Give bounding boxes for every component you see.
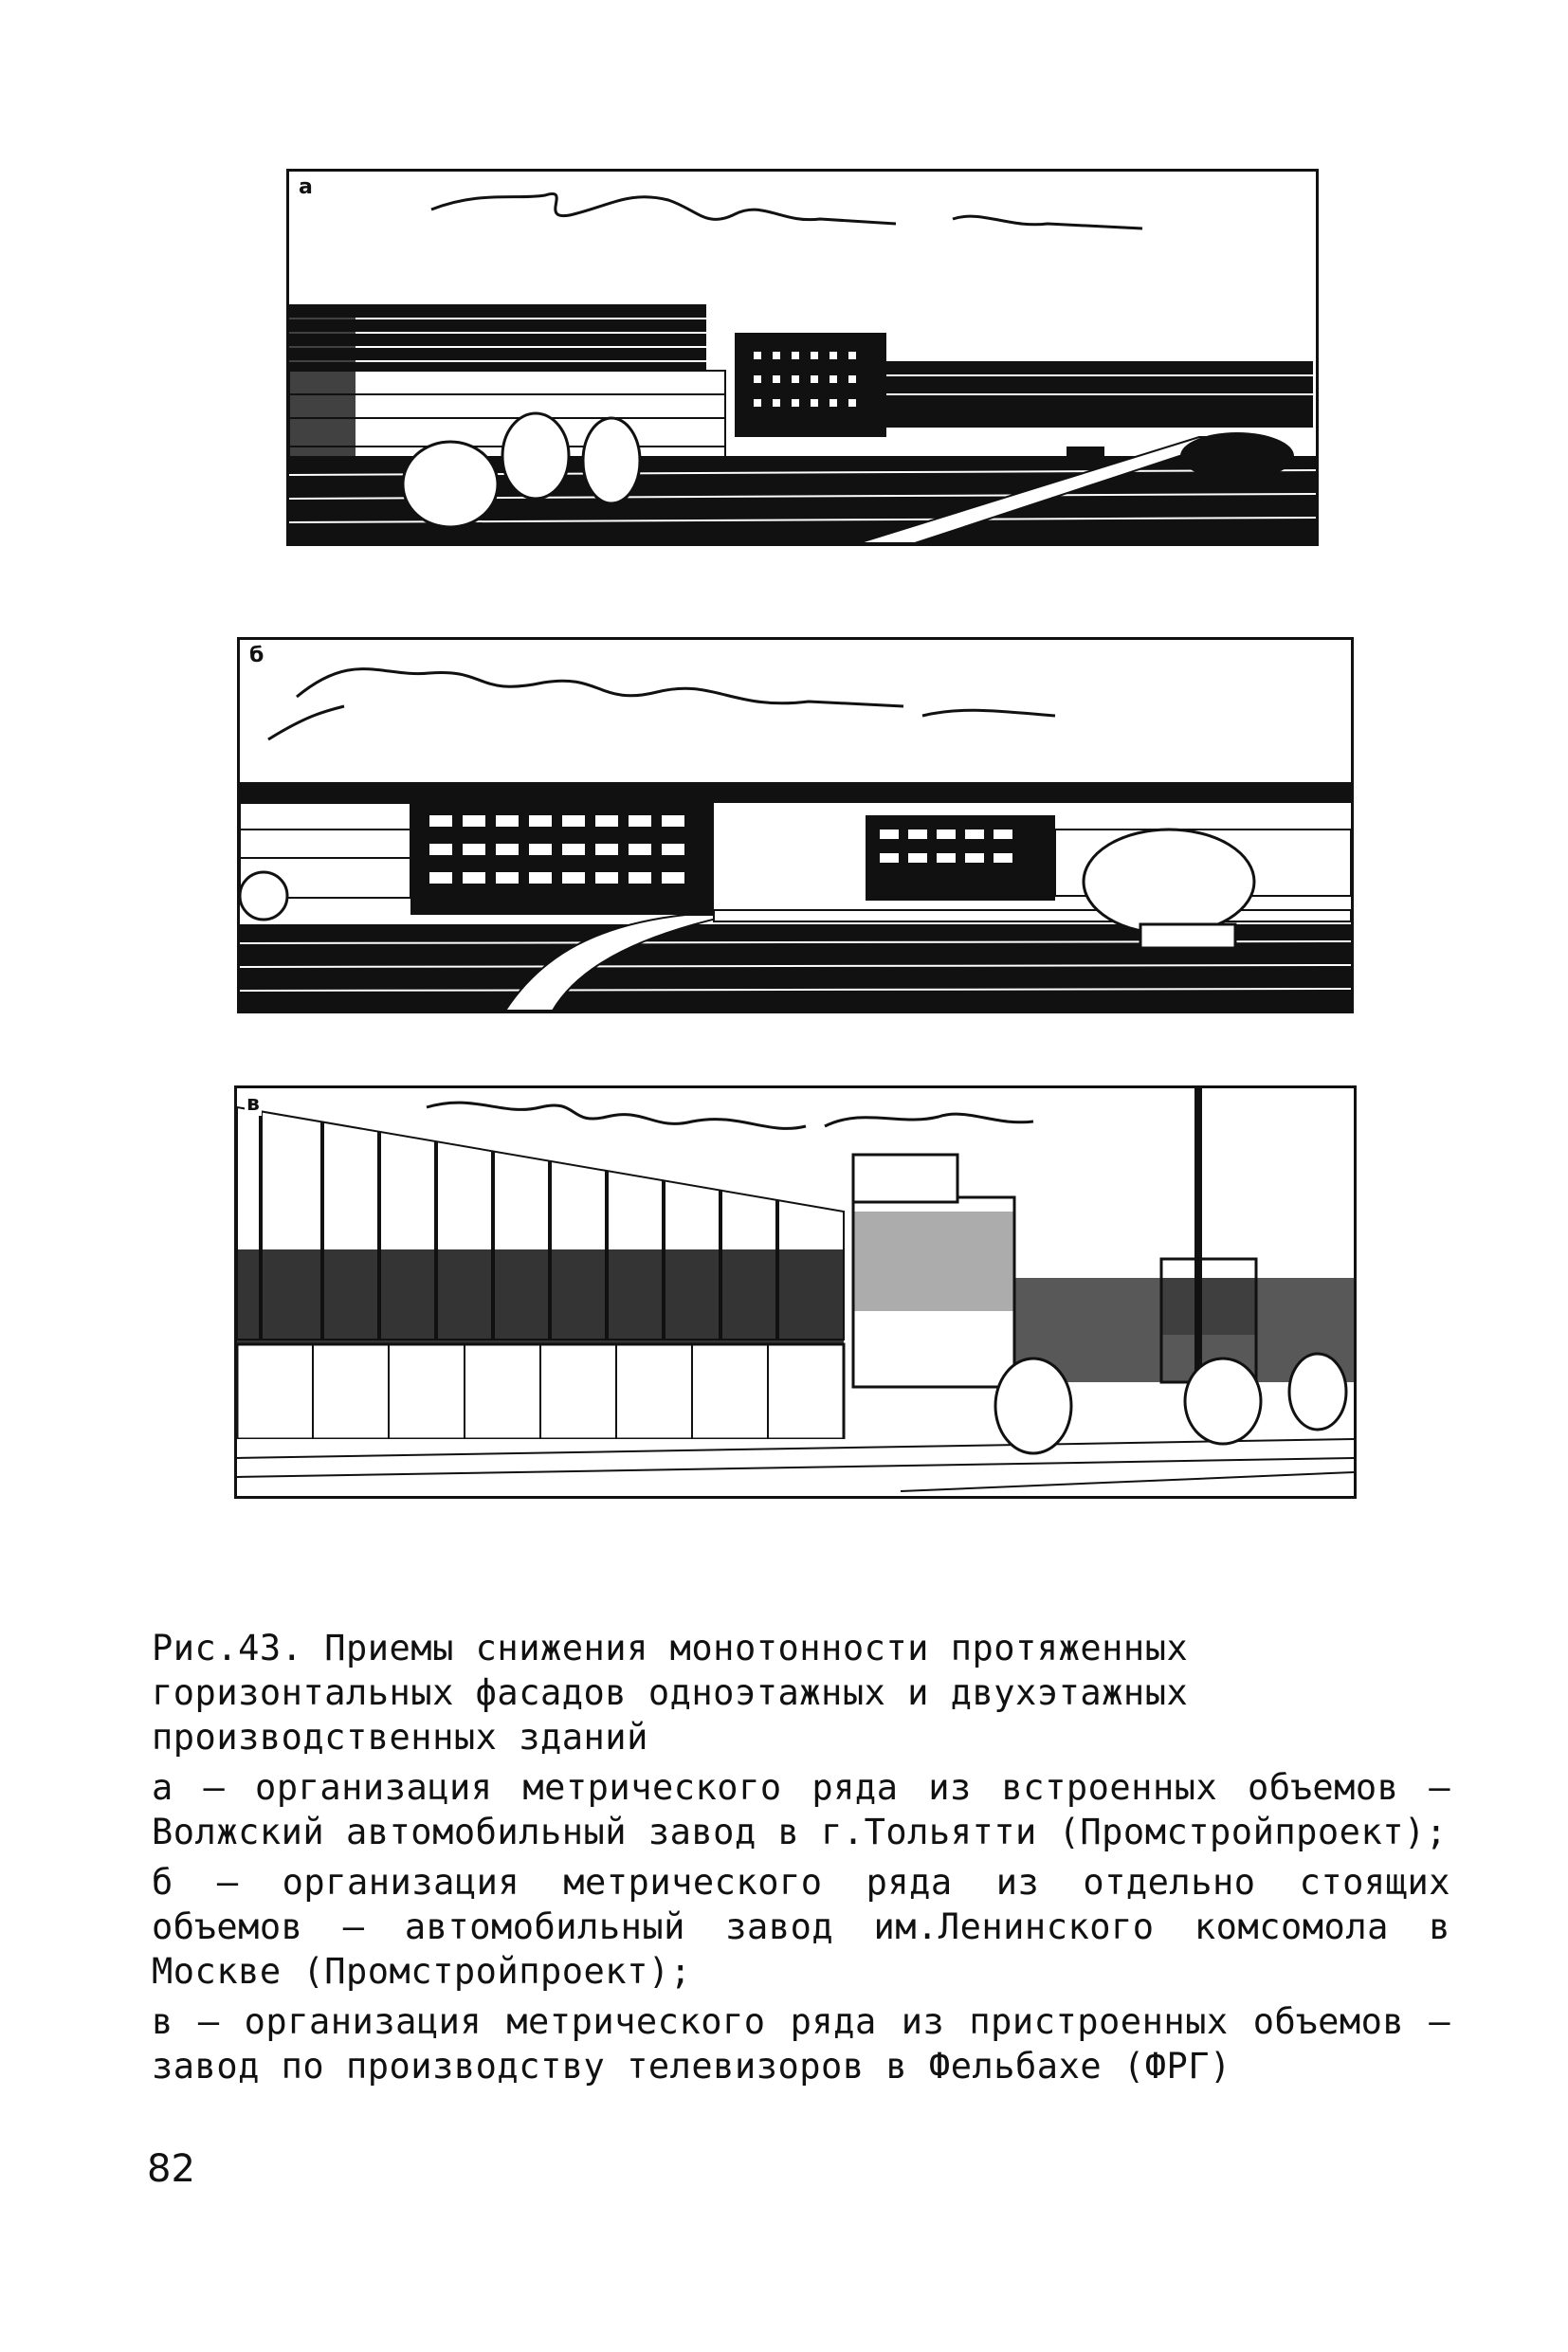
sketch-moscow-plant [240, 640, 1351, 1011]
caption-item-a: а – организация метрического ряда из встроенных объемов – Волжский автомобильный завод в г.Тольятти (Промстройпроект); [152, 1767, 1450, 1852]
figure-caption [152, 1626, 1450, 2088]
sketch-fellbach-plant [237, 1088, 1354, 1496]
caption-item-c: в – организация метрического ряда из пристроенных объемов – завод по производству телевизоров в Фельбахе (ФРГ) [152, 2001, 1450, 2087]
panel-label-c: в [246, 1092, 260, 1116]
page-number: 82 [147, 2147, 195, 2191]
illustration-b [237, 637, 1354, 1013]
illustration-c [234, 1085, 1357, 1499]
panel-label-b: б [249, 644, 264, 667]
caption-item-b: б – организация метрического ряда из отдельно стоящих объемов – автомобильный завод им.Ленинского комсомола в Москве (Промстройпроект); [152, 1862, 1450, 1992]
sketch-volga-plant [289, 172, 1316, 543]
panel-label-a: а [299, 175, 313, 199]
caption-title: Рис.43. Приемы снижения монотонности протяженных горизонтальных фасадов одноэтажных и двухэтажных производственных зданий [152, 1628, 1189, 1758]
illustration-a [286, 169, 1319, 546]
